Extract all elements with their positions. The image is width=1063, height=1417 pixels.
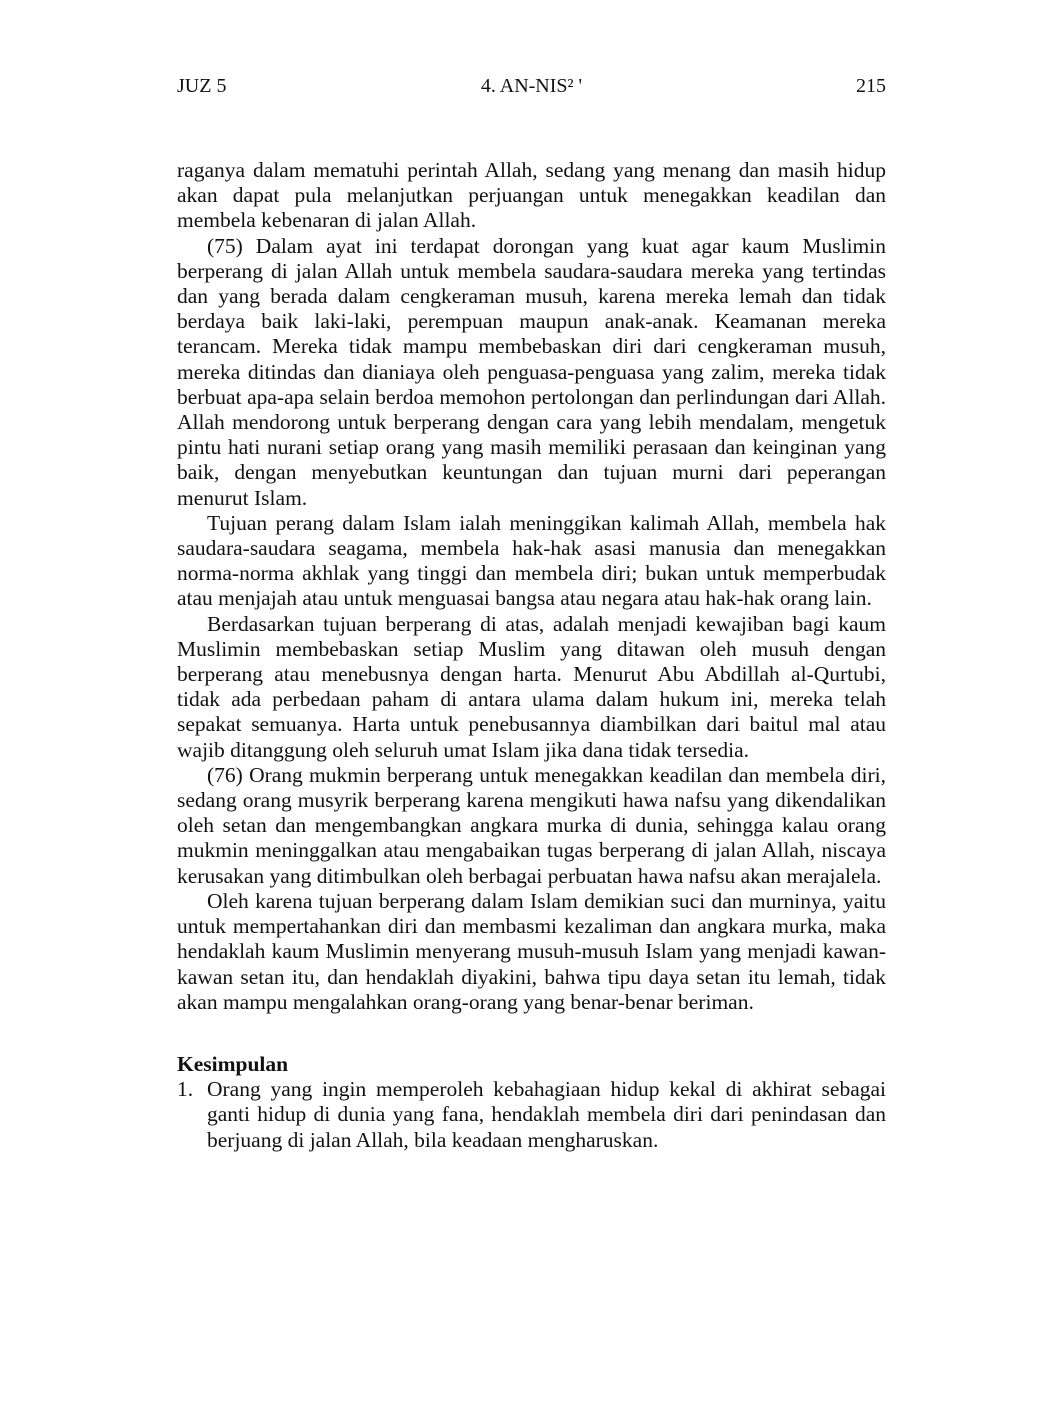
surah-title: 4. AN-NIS² ' — [480, 75, 583, 97]
paragraph-freeing-captives: Berdasarkan tujuan berperang di atas, adalah menjadi kewajiban bagi kaum Muslimin membebaskan setiap Muslim yang ditawan oleh musuh dengan berperang atau menebusnya dengan harta. Menurut Abu Abdillah al-Qurtubi, tidak ada perbedaan paham di antara ulama dalam hukum ini, mereka telah sepakat semuanya. Harta untuk penebusannya diambilkan dari baitul mal atau wajib ditanggung oleh seluruh umat Islam jika dana tidak tersedia. — [177, 611, 886, 762]
conclusion-list — [177, 1077, 886, 1153]
paragraph-verse-75: (75) Dalam ayat ini terdapat dorongan yang kuat agar kaum Muslimin berperang di jalan Allah untuk membela saudara-saudara mereka yang tertindas dan yang berada dalam cengkeraman musuh, karena mereka lemah dan tidak berdaya baik laki-laki, perempuan maupun anak-anak. Keamanan mereka terancam. Mereka tidak mampu membebaskan diri dari cengkeraman musuh, mereka ditindas dan dianiaya oleh penguasa-penguasa yang zalim, mereka tidak berbuat apa-apa selain berdoa memohon pertolongan dan perlindungan dari Allah. Allah mendorong untuk berperang dengan cara yang lebih mendalam, mengetuk pintu hati nurani setiap orang yang masih memiliki perasaan dan keinginan yang baik, dengan menyebutkan keuntungan dan tujuan murni dari peperangan menurut Islam. — [177, 233, 886, 510]
conclusion-item-number: 1. — [177, 1077, 194, 1102]
conclusion-item-text: Orang yang ingin memperoleh kebahagiaan hidup kekal di akhirat sebagai ganti hidup di dunia yang fana, hendaklah membela diri dari penindasan dan berjuang di jalan Allah, bila keadaan mengharuskan. — [207, 1077, 886, 1152]
page-body — [177, 158, 886, 1153]
page-number: 215 — [856, 75, 886, 97]
paragraph-continuation: raganya dalam mematuhi perintah Allah, sedang yang menang dan masih hidup akan dapat pula melanjutkan perjuangan untuk menegakkan keadilan dan membela kebenaran di jalan Allah. — [177, 158, 886, 233]
paragraph-pure-purpose: Oleh karena tujuan berperang dalam Islam demikian suci dan murninya, yaitu untuk mempertahankan diri dan membasmi kezaliman dan angkara murka, maka hendaklah kaum Muslimin menyerang musuh-musuh Islam yang menjadi kawan-kawan setan itu, dan hendaklah diyakini, bahwa tipu daya setan itu lemah, tidak akan mampu mengalahkan orang-orang yang benar-benar beriman. — [177, 888, 886, 1014]
paragraph-purpose-of-war: Tujuan perang dalam Islam ialah meninggikan kalimah Allah, membela hak saudara-saudara seagama, membela hak-hak asasi manusia dan menegakkan norma-norma akhlak yang tinggi dan membela diri; bukan untuk memperbudak atau menjajah atau untuk menguasai bangsa atau negara atau hak-hak orang lain. — [177, 510, 886, 611]
paragraph-verse-76: (76) Orang mukmin berperang untuk menegakkan keadilan dan membela diri, sedang orang musyrik berperang karena mengikuti hawa nafsu yang dikendalikan oleh setan dan mengembangkan angkara murka di dunia, sehingga kalau orang mukmin meninggalkan atau mengabaikan tugas berperang di jalan Allah, niscaya kerusakan yang ditimbulkan oleh berbagai perbuatan hawa nafsu akan merajalela. — [177, 762, 886, 888]
conclusion-heading: Kesimpulan — [177, 1051, 289, 1076]
page-header — [177, 72, 886, 100]
juz-label: JUZ 5 — [177, 75, 227, 97]
conclusion-item — [177, 1077, 886, 1153]
